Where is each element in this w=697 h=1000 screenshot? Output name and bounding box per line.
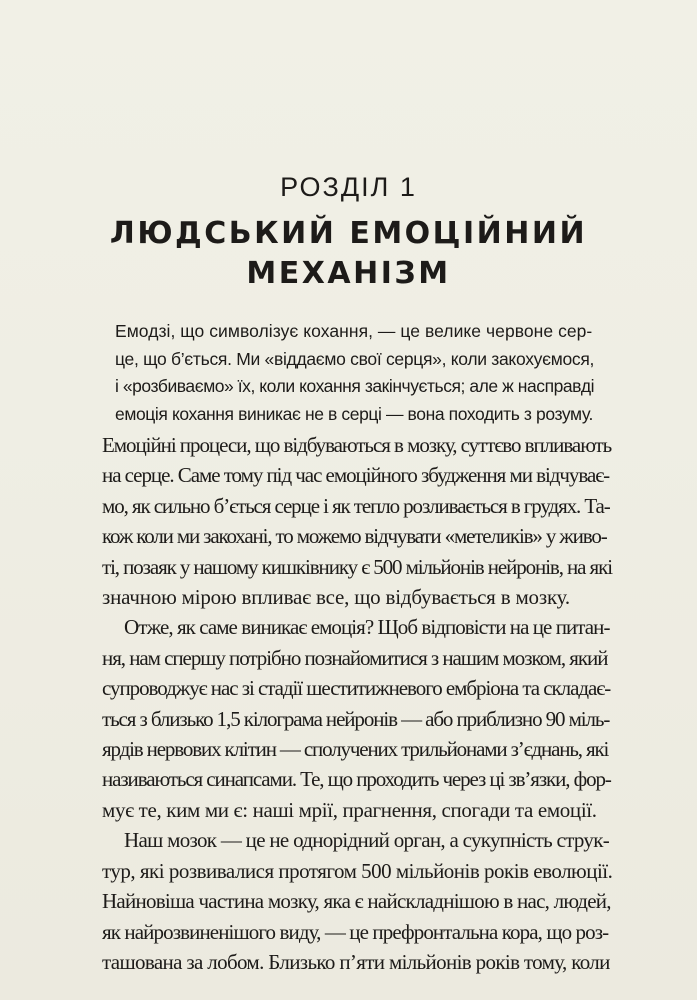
body-line: значною мірою впливає все, що відбувається в мозку. xyxy=(102,585,570,610)
body-line: ня, нам спершу потрібно познайомитися з нашим мозком, який xyxy=(102,645,608,670)
body-line: на серце. Саме тому під час емоційного збудження ми відчуває- xyxy=(102,463,610,488)
body-line: супроводжує нас зі стадії шеститижневого ембріона та складає- xyxy=(102,676,611,701)
body-text xyxy=(102,430,612,977)
epigraph-line: Емодзі, що символізує кохання, — це велике червоне сер- xyxy=(115,321,593,341)
body-line: Емоційні процеси, що відбуваються в мозку, суттєво впливають xyxy=(102,433,612,457)
epigraph-line: емоція кохання виникає не в серці — вона походить з розуму. xyxy=(115,403,593,424)
chapter-title xyxy=(0,214,697,294)
body-line: Найновіша частина мозку, яка є найскладнішою в нас, людей, xyxy=(102,889,611,914)
body-line: Наш мозок — це не однорідний орган, а сукупність струк- xyxy=(124,828,609,853)
body-line: ться з близько 1,5 кілограма нейронів — або приблизно 90 міль- xyxy=(102,706,610,731)
body-line: кож коли ми закохані, то можемо відчувати «метеликів» у живо- xyxy=(102,524,607,549)
chapter-label: РОЗДІЛ 1 xyxy=(280,172,417,202)
chapter-title-line-2: МЕХАНІЗМ xyxy=(246,256,451,291)
body-line: ярдів нервових клітин — сполучених трильйонами з’єднань, які xyxy=(102,737,609,762)
chapter-title-line-1: ЛЮДСЬКИЙ ЕМОЦІЙНИЙ xyxy=(109,216,588,251)
epigraph-line: це, що б’ється. Ми «віддаємо свої серця», коли закохуємося, xyxy=(115,348,595,369)
body-line: мо, як сильно б’ється серце і як тепло розливається в грудях. Та- xyxy=(102,493,610,518)
epigraph-line: і «розбиваємо» їх, коли кохання закінчується; але ж насправді xyxy=(115,376,595,396)
body-line: як найрозвиненішого виду, — це префронтальна кора, що роз- xyxy=(102,919,609,944)
body-line: тур, які розвивалися протягом 500 мільйонів років еволюції. xyxy=(102,858,613,883)
body-line: ташована за лобом. Близько п’яти мільйонів років тому, коли xyxy=(102,949,610,974)
epigraph xyxy=(115,318,595,428)
body-line: Отже, як саме виникає емоція? Щоб відповісти на це питан- xyxy=(124,615,610,640)
body-line: мує те, ким ми є: наші мрії, прагнення, спогади та емоції. xyxy=(102,797,597,822)
body-line: ті, позаяк у нашому кишківнику є 500 мільйонів нейронів, на які xyxy=(102,554,612,579)
body-line: називаються синапсами. Те, що проходить через ці зв’язки, фор- xyxy=(102,767,611,792)
